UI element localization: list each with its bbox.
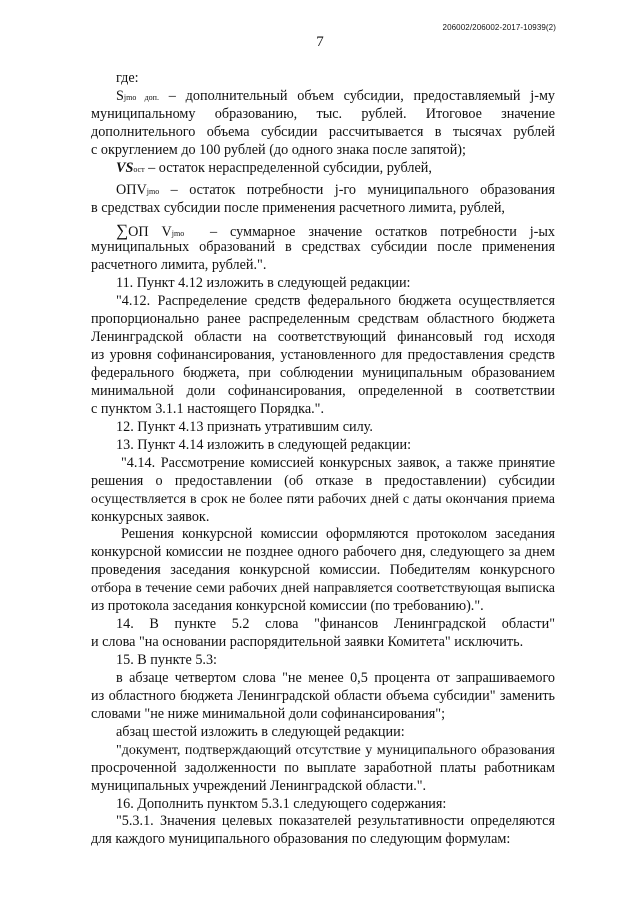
text-line: из областного бюджета Ленинградской области объема субсидии" заменить <box>91 687 555 704</box>
text-line: минимальной доли софинансирования, определенной в соответствии <box>91 382 555 399</box>
text-line: "5.3.1. Значения целевых показателей результативности определяются <box>116 813 555 830</box>
sum-symbol: ∑ <box>116 220 129 240</box>
document-body <box>91 70 555 849</box>
text-line: муниципальных учреждений Ленинградской области.". <box>91 777 427 794</box>
text-line: где: <box>116 70 139 86</box>
formula-line: VSост – остаток нераспределенной субсидии, рублей, <box>116 159 432 176</box>
text-line: "4.12. Распределение средств федерального бюджета осуществляется <box>116 293 555 310</box>
text-line: конкурсной комиссии не позднее одного рабочего дня, следующего за днем <box>91 544 555 561</box>
text-line: 11. Пункт 4.12 изложить в следующей редакции: <box>116 275 411 292</box>
text-line: 14. В пункте 5.2 слова "финансов Ленинградской области" <box>116 616 555 633</box>
text-line: 13. Пункт 4.14 изложить в следующей редакции: <box>116 436 412 453</box>
text-line: 12. Пункт 4.13 признать утратившим силу. <box>116 418 373 435</box>
text-line: в средствах субсидии после применения расчетного лимита, рублей, <box>91 199 505 216</box>
text-line: и слова "на основании распорядительной заявки Комитета" исключить. <box>91 634 524 651</box>
text-line: из уровня софинансирования, установленного для предоставления средств <box>91 347 555 364</box>
text-line: муниципальных образований в средствах субсидии после применения <box>91 239 555 256</box>
text-line: словами "не ниже минимальной доли софинансирования"; <box>91 705 446 722</box>
text-line: для каждого муниципального образования по следующим формулам: <box>91 831 511 848</box>
page-number: 7 <box>316 34 324 50</box>
text-line: конкурсных заявок. <box>91 508 210 525</box>
text-line: абзац шестой изложить в следующей редакции: <box>116 723 405 740</box>
text-line: решения о предоставлении (об отказе в предоставлении) субсидии <box>91 472 555 489</box>
text-line: в абзаце четвертом слова "не менее 0,5 процента от запрашиваемого <box>116 669 555 686</box>
text-line: отбора в течение семи рабочих дней направляется соответствующая выписка <box>91 581 555 597</box>
text-line: Ленинградской области на соответствующий финансовый год исходя <box>91 329 555 346</box>
text-line: с округлением до 100 рублей (до одного знака после запятой); <box>91 141 466 158</box>
formula-line: Sjmo доп. – дополнительный объем субсидии, предоставляемый j-му <box>116 87 556 104</box>
text-line: из протокола заседания конкурсной комиссии (по требованию).". <box>91 598 484 615</box>
text-line: 16. Дополнить пунктом 5.3.1 следующего содержания: <box>116 795 447 812</box>
document-id: 206002/206002-2017-10939(2) <box>442 23 556 32</box>
text-line: просроченной задолженности по выплате заработной платы работникам <box>91 759 555 776</box>
text-line: "документ, подтверждающий отсутствие у муниципального образования <box>116 742 555 758</box>
text-line: расчетного лимита, рублей.". <box>91 257 267 274</box>
text-line: осуществляется в срок не более пяти рабочих дней с даты окончания приема <box>91 491 555 507</box>
text-line: пропорционально ранее распределенным средствам областного бюджета <box>91 311 555 328</box>
text-line: дополнительного объема субсидии рассчитывается в тысячах рублей <box>91 123 555 140</box>
text-line: проведения заседания конкурсной комиссии. Победителям конкурсного <box>91 562 555 579</box>
text-line: Решения конкурсной комиссии оформляются протоколом заседания <box>121 526 555 543</box>
formula-line: ОПVjmo – остаток потребности j-го муниципального образования <box>116 181 555 198</box>
text-line: "4.14. Рассмотрение комиссией конкурсных заявок, а также принятие <box>121 454 555 471</box>
text-line: федерального бюджета, при соблюдении муниципальным образованием <box>91 365 555 381</box>
text-line: муниципальному образованию, тыс. рублей. Итоговое значение <box>91 105 555 122</box>
text-line: с пунктом 3.1.1 настоящего Порядка.". <box>91 400 325 417</box>
text-line: 15. В пункте 5.3: <box>116 652 217 668</box>
formula-line: ∑ОП Vjmo – суммарное значение остатков потребности j-ых <box>116 220 555 240</box>
